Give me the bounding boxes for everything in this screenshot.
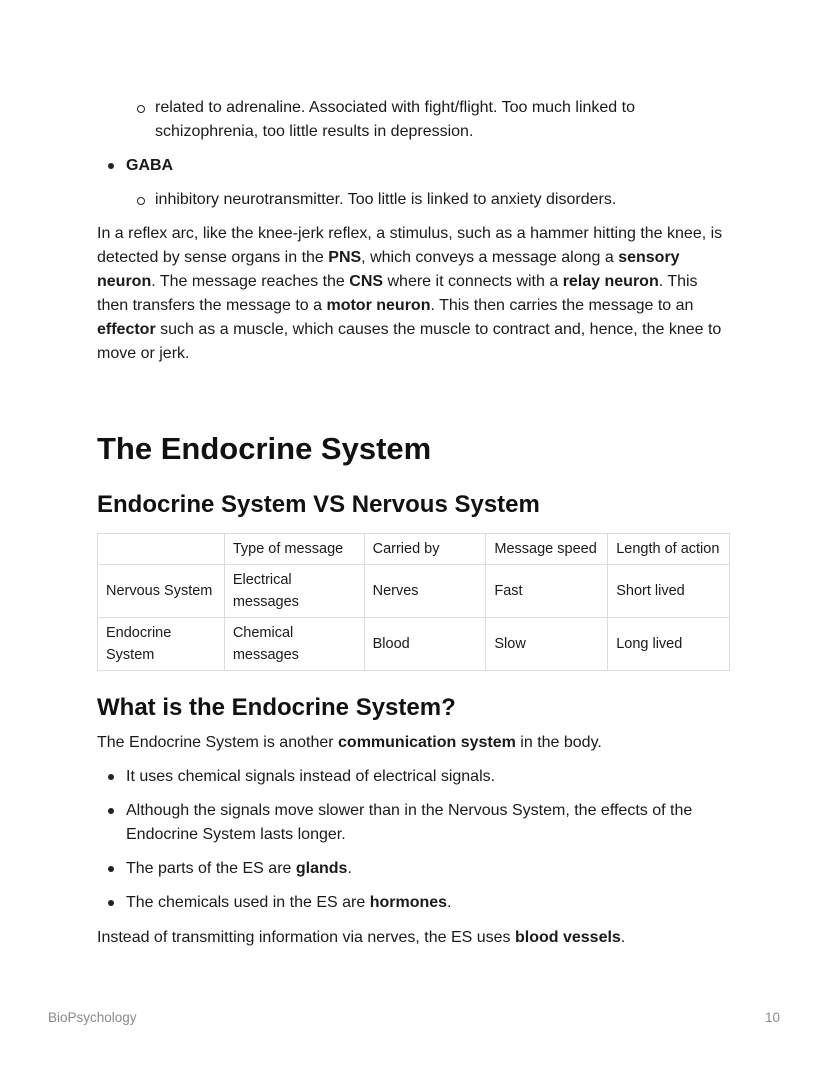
endocrine-facts-list	[97, 765, 733, 915]
section-title: The Endocrine System	[97, 431, 432, 466]
table-cell: Nervous System	[98, 565, 225, 618]
table-cell: Slow	[486, 618, 608, 671]
table-cell: Fast	[486, 565, 608, 618]
table-cell: Electrical messages	[224, 565, 364, 618]
comparison-table	[97, 533, 730, 671]
table-header-cell	[98, 534, 225, 565]
table-cell: Endocrine System	[98, 618, 225, 671]
page-number: 10	[764, 1010, 780, 1025]
page-content	[97, 96, 733, 950]
table-cell: Short lived	[608, 565, 730, 618]
list-item: The chemicals used in the ES are hormones.	[126, 891, 733, 915]
neurotransmitter-list	[97, 154, 733, 178]
list-item: The parts of the ES are glands.	[126, 857, 733, 881]
table-header-cell: Type of message	[224, 534, 364, 565]
table-header-cell: Carried by	[364, 534, 486, 565]
comparison-heading: Endocrine System VS Nervous System	[97, 491, 540, 518]
table-row	[98, 618, 730, 671]
what-is-heading: What is the Endocrine System?	[97, 694, 456, 721]
table-cell: Chemical messages	[224, 618, 364, 671]
table-cell: Blood	[364, 618, 486, 671]
table-header-row	[98, 534, 730, 565]
table-cell: Long lived	[608, 618, 730, 671]
list-item: related to adrenaline. Associated with fight/flight. Too much linked to schizophrenia, too little results in depression.	[155, 96, 733, 144]
table-header-cell: Length of action	[608, 534, 730, 565]
list-item: It uses chemical signals instead of electrical signals.	[126, 765, 733, 789]
table-cell: Nerves	[364, 565, 486, 618]
table-header-cell: Message speed	[486, 534, 608, 565]
table-row	[98, 565, 730, 618]
list-item-gaba: GABA	[126, 154, 733, 178]
sub-list-adrenaline	[97, 96, 733, 144]
sub-list-gaba	[97, 188, 733, 212]
reflex-arc-paragraph: In a reflex arc, like the knee-jerk reflex, a stimulus, such as a hammer hitting the knee, is detected by sense organs in the PNS, which conveys a message along a sensory neuron. The message reaches the CNS where it connects with a relay neuron. This then transfers the message to a motor neuron. This then carries the message to an effector such as a muscle, which causes the muscle to contract and, hence, the knee to move or jerk.	[97, 225, 723, 362]
what-is-intro: The Endocrine System is another communication system in the body.	[97, 734, 602, 751]
footer-doc-title: BioPsychology	[48, 1010, 137, 1025]
list-item: inhibitory neurotransmitter. Too little is linked to anxiety disorders.	[155, 188, 733, 212]
list-item: Although the signals move slower than in the Nervous System, the effects of the Endocrine System lasts longer.	[126, 799, 733, 847]
closing-paragraph: Instead of transmitting information via nerves, the ES uses blood vessels.	[97, 929, 626, 946]
page-footer	[48, 1010, 780, 1025]
